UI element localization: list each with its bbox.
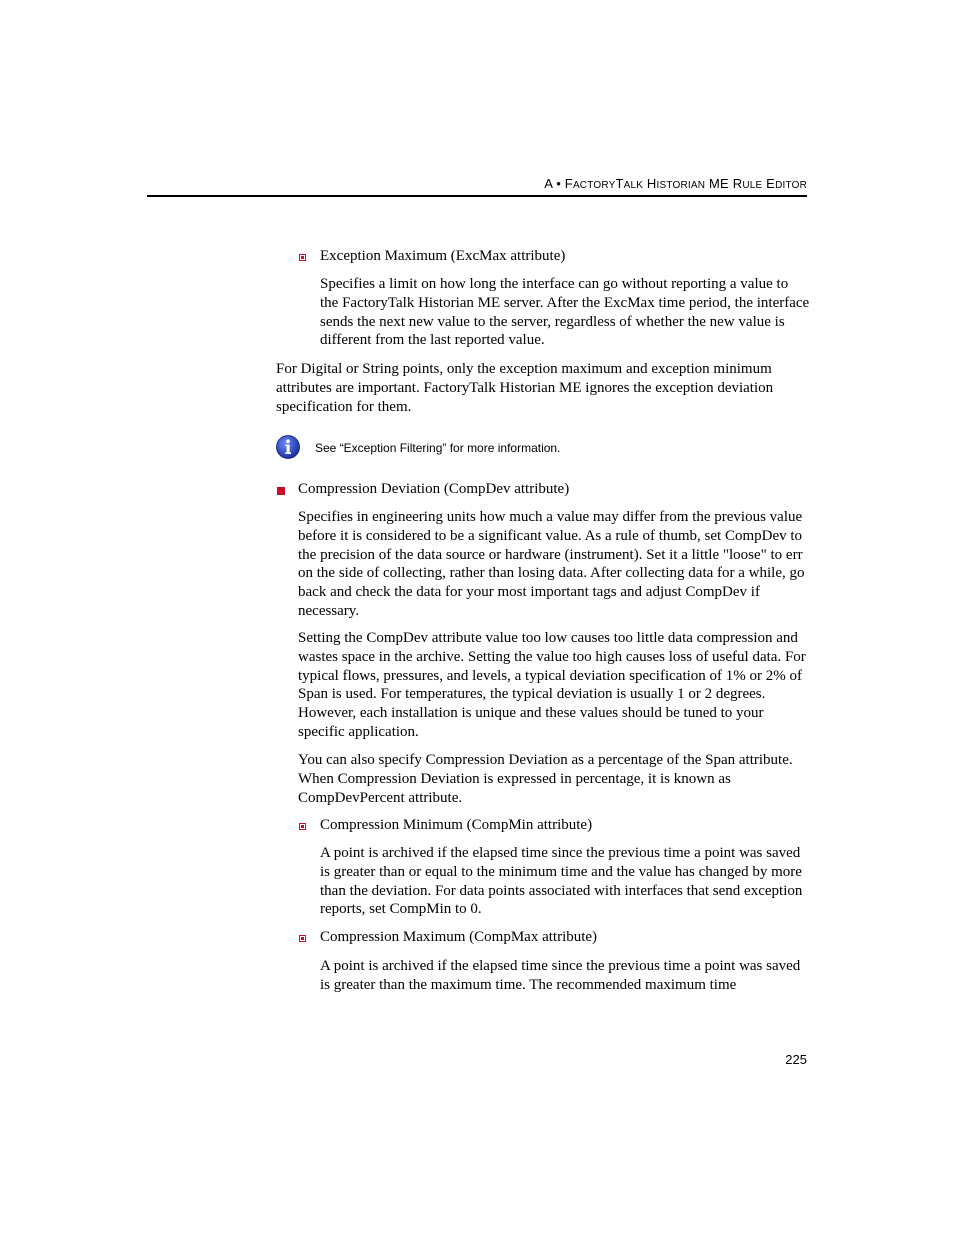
sub-bullet-icon	[299, 254, 306, 261]
header-rule	[147, 195, 807, 197]
comp-dev-paragraph-1: Specifies in engineering units how much a value may differ from the previous value before it is considered to be a significant value. As a rule of thumb, set CompDev to the precision of the data source or hardware (instrument). Set it a little "loose" to err on the side of collecting, rather than losing data. After collecting data for a while, go back and check the data for your most important tags and adjust CompDev if necessary.	[298, 509, 805, 619]
comp-max-title: Compression Maximum (CompMax attribute)	[320, 929, 598, 945]
comp-dev-paragraph-2: Setting the CompDev attribute value too low causes too little data compression and wastes space in the archive. Setting the value too high causes loss of useful data. For typical flows, pressures, and levels, a typical deviation specification of 1% or 2% of Span is used. For temperatures, the typical deviation is usually 1 or 2 degrees. However, each installation is unique and these values should be tuned to your specific application.	[298, 630, 806, 740]
comp-dev-title: Compression Deviation (CompDev attribute)	[298, 481, 570, 497]
info-icon	[276, 435, 300, 459]
digital-paragraph: For Digital or String points, only the exception maximum and exception minimum attributes are important. FactoryTalk Historian ME ignores the exception deviation specification for them.	[276, 361, 774, 415]
running-header: A • FACTORYTALK HISTORIAN ME RULE EDITOR	[544, 176, 807, 191]
sub-bullet-icon	[299, 935, 306, 942]
comp-min-title: Compression Minimum (CompMin attribute)	[320, 817, 593, 833]
note-text: See “Exception Filtering” for more information.	[315, 441, 561, 455]
sub-bullet-icon	[299, 823, 306, 830]
page-number: 225	[785, 1052, 807, 1067]
main-bullet-icon	[277, 487, 285, 495]
comp-max-body: A point is archived if the elapsed time since the previous time a point was saved is greater than the maximum time. The recommended maximum time	[320, 958, 801, 993]
comp-min-body: A point is archived if the elapsed time since the previous time a point was saved is greater than or equal to the minimum time and the value has changed by more than the deviation. For data points associated with interfaces that send exception reports, set CompMin to 0.	[320, 845, 803, 918]
exc-max-title: Exception Maximum (ExcMax attribute)	[320, 248, 566, 264]
comp-dev-paragraph-3: You can also specify Compression Deviation as a percentage of the Span attribute. When Compression Deviation is expressed in percentage, it is known as CompDevPercent attribute.	[298, 752, 793, 806]
exc-max-body: Specifies a limit on how long the interface can go without reporting a value to the FactoryTalk Historian ME server. After the ExcMax time period, the interface sends the next new value to the server, regardless of whether the new value is different from the last reported value.	[320, 276, 810, 349]
